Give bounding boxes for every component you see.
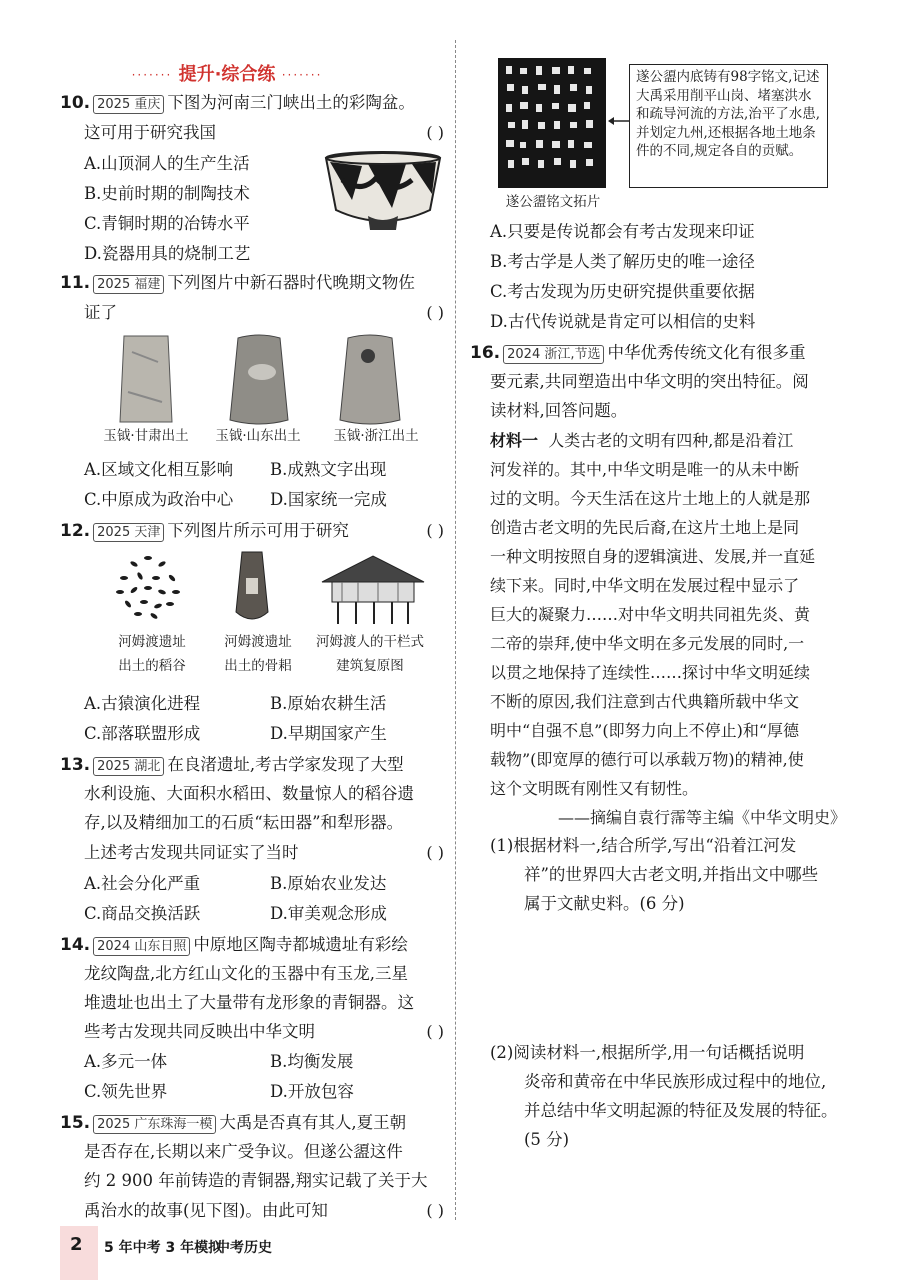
material-line: 续下来。同时,中华文明在发展过程中显示了: [490, 576, 800, 595]
question-14-line: 堆遗址也出土了大量带有龙形象的青铜器。这: [84, 993, 414, 1012]
bone-spade-image: [230, 548, 274, 628]
answer-blank[interactable]: ( ): [426, 123, 444, 142]
question-14-line: 龙纹陶盘,北方红山文化的玉器中有玉龙,三星: [84, 964, 408, 983]
column-divider: [455, 40, 456, 1220]
stilt-house-image: [318, 552, 428, 626]
page-number: 2: [70, 1234, 83, 1255]
source-tag: 2024 浙江,节选: [503, 345, 604, 364]
jade-axe-shandong-image: [228, 332, 290, 426]
option-c[interactable]: C.考古发现为历史研究提供重要依据: [490, 282, 755, 301]
section-title-text: 提升·综合练: [178, 64, 276, 85]
jade-axe-zhejiang-image: [338, 332, 402, 426]
option-d[interactable]: D.审美观念形成: [270, 904, 387, 923]
question-13: 13. 2025 湖北 在良渚遗址,考古学家发现了大型: [60, 755, 404, 775]
question-12: 12. 2025 天津 下列图片所示可用于研究 ( ): [60, 516, 444, 546]
caption-bone-spade: 河姆渡遗址 出土的骨耜: [224, 634, 292, 674]
sub-question-1-line: 祥”的世界四大古老文明,并指出文中哪些: [524, 865, 819, 884]
option-b[interactable]: B.成熟文字出现: [270, 460, 387, 479]
inscription-caption: 遂公盨铭文拓片: [505, 194, 601, 210]
material-label: 材料一: [490, 431, 539, 450]
sub-question-2-line: (5 分): [524, 1130, 570, 1149]
option-d[interactable]: D.开放包容: [270, 1082, 354, 1101]
option-a[interactable]: A.多元一体: [84, 1052, 168, 1071]
sub-question-2-line: 并总结中华文明起源的特征及发展的特征。: [524, 1101, 838, 1120]
option-d[interactable]: D.早期国家产生: [270, 724, 387, 743]
source-tag: 2025 广东珠海一模: [93, 1115, 216, 1134]
material-source: ——摘编自袁行霈等主编《中华文明史》: [557, 808, 846, 827]
option-c[interactable]: C.商品交换活跃: [84, 904, 201, 923]
material-line: 过的文明。今天生活在这片土地上的人就是那: [490, 489, 811, 508]
question-11: 11. 2025 福建 下列图片中新石器时代晚期文物佐: [60, 273, 415, 293]
sub-question-2: (2)阅读材料一,根据所学,用一句话概括说明: [490, 1043, 805, 1062]
material-line: 巨大的凝聚力……对中华文明共同祖先炎、黄: [490, 605, 811, 624]
answer-blank[interactable]: ( ): [426, 303, 444, 322]
material-line: 不断的原因,我们注意到古代典籍所载中华文: [490, 692, 800, 711]
question-13-line: 水利设施、大面积水稻田、数量惊人的稻谷遗: [84, 784, 414, 803]
jade-axe-gansu-image: [118, 332, 174, 426]
option-b[interactable]: B.原始农业发达: [270, 874, 387, 893]
sub-question-2-line: 炎帝和黄帝在中华民族形成过程中的地位,: [524, 1072, 827, 1091]
answer-blank[interactable]: ( ): [426, 1201, 444, 1220]
option-d[interactable]: D.古代传说就是肯定可以相信的史料: [490, 312, 756, 331]
sub-question-1: (1)根据材料一,结合所学,写出“沿着江河发: [490, 836, 797, 855]
option-d[interactable]: D.国家统一完成: [270, 490, 387, 509]
answer-blank[interactable]: ( ): [426, 521, 444, 540]
option-b[interactable]: B.均衡发展: [270, 1052, 354, 1071]
caption-stilt-house: 河姆渡人的干栏式 建筑复原图: [316, 634, 424, 674]
option-c[interactable]: C.青铜时期的冶铸水平: [84, 214, 250, 233]
material-line: 一种文明按照自身的逻辑演进、发展,并一直延: [490, 547, 816, 566]
option-c[interactable]: C.中原成为政治中心: [84, 490, 234, 509]
question-14-line: 些考古发现共同反映出中华文明 ( ): [84, 1017, 444, 1047]
caption-gansu: 玉钺·甘肃出土: [103, 428, 189, 444]
material-line: 二帝的崇拜,使中华文明在多元发展的同时,一: [490, 634, 805, 653]
question-15-line: 是否存在,长期以来广受争议。但遂公盨这件: [84, 1142, 403, 1161]
option-a[interactable]: A.社会分化严重: [84, 874, 201, 893]
question-15-line: 禹治水的故事(见下图)。由此可知 ( ): [84, 1196, 444, 1226]
question-15-line: 约 2 900 年前铸造的青铜器,翔实记载了关于大: [84, 1171, 428, 1190]
option-a[interactable]: A.山顶洞人的生产生活: [84, 154, 250, 173]
material-line: 河发祥的。其中,中华文明是唯一的从未中断: [490, 460, 800, 479]
question-15: 15. 2025 广东珠海一模 大禹是否真有其人,夏王朝: [60, 1113, 407, 1133]
material-line: 载物”(即宽厚的德行可以承载万物)的精神,使: [490, 750, 804, 769]
option-b[interactable]: B.史前时期的制陶技术: [84, 184, 250, 203]
question-10-line2: 这可用于研究我国 ( ): [84, 118, 444, 148]
material-line: 这个文明既有刚性又有韧性。: [490, 779, 699, 798]
question-10: 10. 2025 重庆 下图为河南三门峡出土的彩陶盆。: [60, 93, 415, 113]
question-16-line: 要元素,共同塑造出中华文明的突出特征。阅: [490, 372, 809, 391]
option-a[interactable]: A.只要是传说都会有考古发现来印证: [490, 222, 755, 241]
section-title: ······· 提升·综合练 ·······: [131, 64, 323, 85]
subject-title: 中考历史: [216, 1240, 272, 1256]
caption-zhejiang: 玉钺·浙江出土: [333, 428, 419, 444]
question-16-line: 读材料,回答问题。: [490, 401, 628, 420]
option-c[interactable]: C.领先世界: [84, 1082, 168, 1101]
material-line: 以贯之地保持了连续性……探讨中华文明延续: [490, 663, 811, 682]
material-line: 创造古老文明的先民后裔,在这片土地上是同: [490, 518, 800, 537]
answer-blank[interactable]: ( ): [426, 1022, 444, 1041]
caption-rice: 河姆渡遗址 出土的稻谷: [118, 634, 186, 674]
sub-question-1-line: 属于文献史料。(6 分): [524, 894, 685, 913]
source-tag: 2025 湖北: [93, 757, 164, 776]
source-tag: 2025 福建: [93, 275, 164, 294]
option-d[interactable]: D.瓷器用具的烧制工艺: [84, 244, 251, 263]
source-tag: 2025 重庆: [93, 95, 164, 114]
answer-blank[interactable]: ( ): [426, 843, 444, 862]
question-11-line2: 证了 ( ): [84, 298, 444, 328]
option-a[interactable]: A.古猿演化进程: [84, 694, 201, 713]
inscription-description-box: 遂公盨内底铸有98字铭文,记述大禹采用削平山岗、堵塞洪水和疏导河流的方法,治平了水患,并划定九州,还根据各地土地条件的不同,规定各自的贡赋。: [629, 64, 828, 188]
material-line: 明中“自强不息”(即努力向上不停止)和“厚德: [490, 721, 800, 740]
option-a[interactable]: A.区域文化相互影响: [84, 460, 234, 479]
material-line: 材料一 人类古老的文明有四种,都是沿着江: [490, 431, 794, 450]
book-title: 5 年中考 3 年模拟: [104, 1240, 223, 1256]
option-b[interactable]: B.考古学是人类了解历史的唯一途径: [490, 252, 755, 271]
question-13-line: 存,以及精细加工的石质“耘田器”和犁形器。: [84, 813, 404, 832]
inscription-rubbing-image: [498, 58, 606, 188]
source-tag: 2025 天津: [93, 523, 164, 542]
rice-grains-image: [110, 548, 186, 624]
option-c[interactable]: C.部落联盟形成: [84, 724, 201, 743]
caption-shandong: 玉钺·山东出土: [215, 428, 301, 444]
source-tag: 2024 山东日照: [93, 937, 190, 956]
question-13-line: 上述考古发现共同证实了当时 ( ): [84, 838, 444, 868]
arrow-icon: [608, 116, 630, 126]
question-14: 14. 2024 山东日照 中原地区陶寺都城遗址有彩绘: [60, 935, 408, 955]
option-b[interactable]: B.原始农耕生活: [270, 694, 387, 713]
painted-pottery-basin-image: [322, 150, 444, 232]
question-16: 16. 2024 浙江,节选 中华优秀传统文化有很多重: [470, 343, 806, 363]
